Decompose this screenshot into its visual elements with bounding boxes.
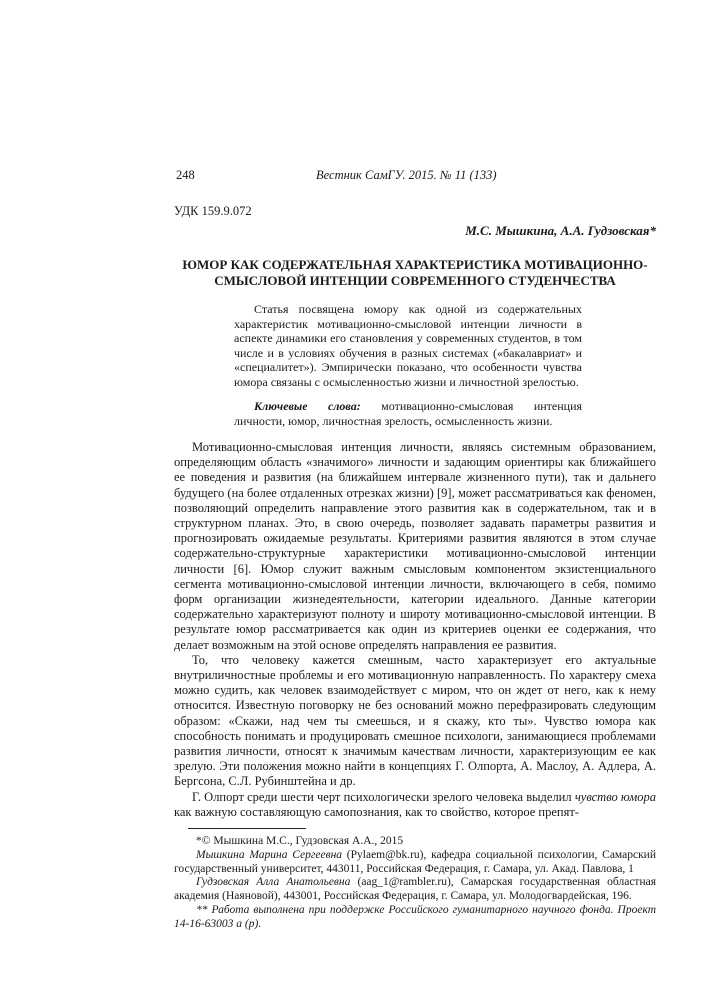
paragraph-3-emphasis: чувство юмора xyxy=(574,789,656,804)
author2-name: Гудзовская Алла Анатольевна xyxy=(196,876,351,889)
udc-code: УДК 159.9.072 xyxy=(174,204,252,218)
page-number: 248 xyxy=(176,168,195,182)
paragraph-1: Мотивационно-смысловая интенция личности, являясь системным образованием, определяющим область «значимого» личности и задающим ориентиры как ближайшего ее поведения и развития (на ближайшем интервале жизненного пути), так и дальнего будущего (на более отдаленных отрезках жизни) [9], может рассматриваться как феномен, позволяющий определить направление этого развития как в содержательном, так и в структурном планах. Это, в свою очередь, позволяет задавать параметры развития и прогнозировать ожидаемые результаты. Критериями развития являются в этом случае содержательно-структурные характеристики мотивационно-смысловой интенции личности [6]. Юмор служит важным смысловым компонентом экзистенциального сегмента мотивационно-смысловой интенции личности, включающего в себя, помимо форм организации жизнедеятельности, категории идеального. Данные категории содержательно характеризуют полноту и широту мотивационно-смысловой интенции. В результате юмор рассматривается как один из критериев оценки ее содержания, что делает возможным на этой основе определять направления ее развития. xyxy=(174,440,656,652)
running-header xyxy=(174,168,656,186)
grant-note: ** Работа выполнена при поддержке Российского гуманитарного научного фонда. Проект 14-16-63003 а (р). xyxy=(174,904,656,930)
author2-info: (aag_1@rambler.ru), Самарская государственная областная академия (Наяновой), 443001, Российская Федерация, г. Самара, ул. Молодогвардейская, 196. xyxy=(174,876,656,903)
keywords-text: мотивационно-смысловая интенция личности, юмор, личностная зрелость, осмысленность жизни. xyxy=(234,399,583,428)
authors: М.С. Мышкина, А.А. Гудзовская* xyxy=(465,223,656,238)
paragraph-3-start: Г. Олпорт среди шести черт психологически зрелого человека выделил xyxy=(192,789,575,804)
author1-note xyxy=(174,849,656,877)
article-page xyxy=(174,168,656,932)
abstract: Статья посвящена юмору как одной из содержательных характеристик мотивационно-смысловой интенции личности в аспекте динамики его становления у современных студентов, в том числе и в условиях обучения в разных системах («бакалавриат» и «специалитет»). Эмпирически показано, что особенности чувства юмора связаны с осмысленностью жизни и личностной зрелостью. xyxy=(234,302,582,389)
footnotes xyxy=(174,835,656,932)
body-text xyxy=(174,440,656,820)
author2-note xyxy=(174,876,656,904)
paragraph-3-end: как важную составляющую самопознания, как то свойство, которое препят- xyxy=(174,804,579,819)
article-title: ЮМОР КАК СОДЕРЖАТЕЛЬНАЯ ХАРАКТЕРИСТИКА МОТИВАЦИОННО-СМЫСЛОВОЙ ИНТЕНЦИИ СОВРЕМЕННОГО СТУДЕНЧЕСТВА xyxy=(182,257,648,288)
paragraph-2: То, что человеку кажется смешным, часто характеризует его актуальные внутриличностные проблемы и его мотивационную направленность. По характеру смеха можно судить, как человек взаимодействует с миром, что он ждет от него, как к нему относится. Известную поговорку не без оснований можно перефразировать следующим образом: «Скажи, над чем ты смеешься, и я скажу, кто ты». Чувство юмора как способность понимать и продуцировать смешное психологи, занимающиеся проблемами развития личности, относят к значимым качествам личности, характеризующим ее как зрелую. Эти положения можно найти в концепциях Г. Олпорта, А. Маслоу, А. Адлера, А. Бергсона, С.Л. Рубинштейна и др. xyxy=(174,652,656,789)
journal-title: Вестник СамГУ. 2015. № 11 (133) xyxy=(316,168,497,182)
author1-name: Мышкина Марина Сергеевна xyxy=(196,848,343,861)
copyright-note: *© Мышкина М.С., Гудзовская А.А., 2015 xyxy=(196,835,404,848)
author1-info: (Pylaem@bk.ru), кафедра социальной психологии, Самарский государственный университет, 443011, Российская Федерация, г. Самара, ул. Акад. Павлова, 1 xyxy=(174,848,656,875)
footnote-divider xyxy=(188,828,306,829)
paragraph-3 xyxy=(174,790,656,820)
keywords xyxy=(234,399,582,428)
keywords-label: Ключевые слова: xyxy=(254,399,361,413)
